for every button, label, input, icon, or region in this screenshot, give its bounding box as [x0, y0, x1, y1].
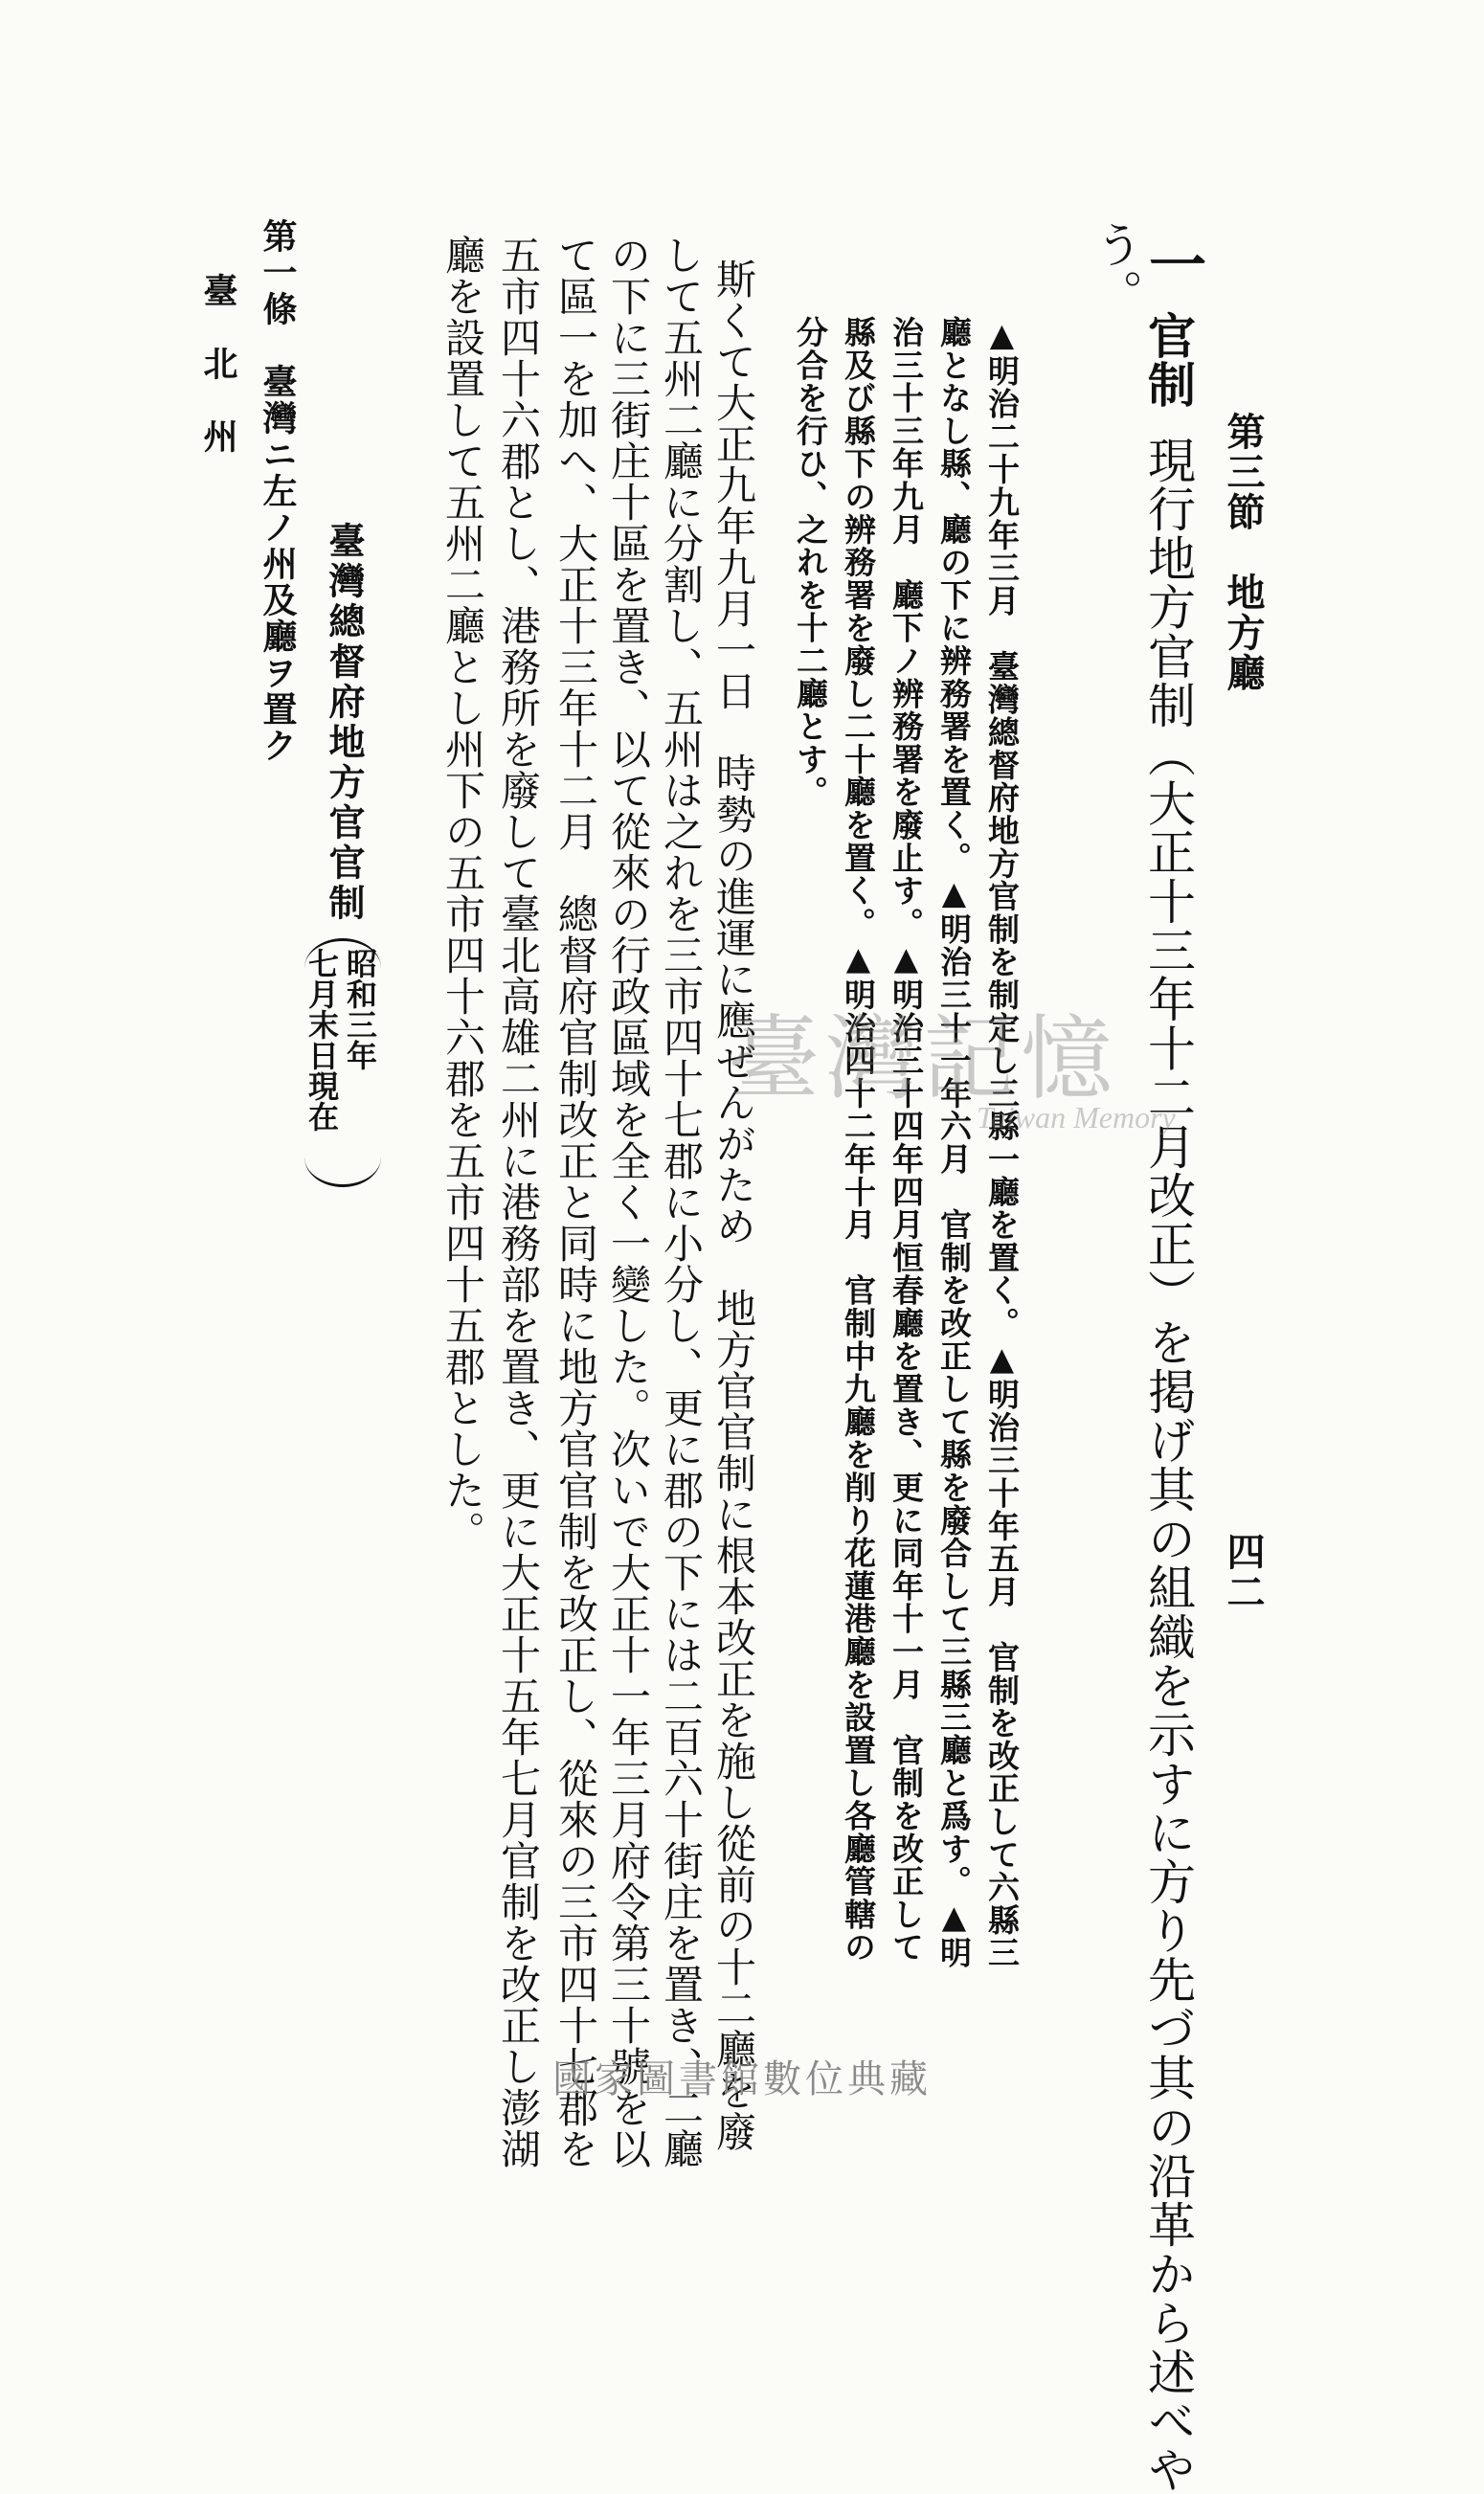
section-title: 第三節 地方廳: [1221, 412, 1266, 693]
library-footer: 國家圖書館數位典藏: [552, 2057, 932, 2101]
history-line-1: ▲明治二十九年三月 臺灣總督府地方官制を制定し三縣一廳を置く。▲明治三十年五月 官制を改正して六縣三: [983, 316, 1021, 1969]
note-line-2: 七月末日現在: [304, 948, 340, 1132]
narrative-line-6: 廳を設置して五州二廳とし州下の五市四十六郡を五市四十五郡とした。: [439, 235, 486, 1552]
narrative-line-3: の下に三街庄十區を置き、以て從來の行政區域を全く一變した。次いで大正十一年三月府令第三十號を以: [605, 235, 652, 2169]
statute-title: 臺灣總督府地方官官制: [323, 522, 366, 924]
heading-mark: 一: [1139, 235, 1206, 294]
date-note: [304, 948, 381, 1187]
watermark-main: 臺灣記憶: [728, 1005, 1118, 1112]
intro-text-1: 現行地方官制（大正十三年十二月改正）を掲げ其の組織を示すに方り先づ其の沿革から述べや: [1140, 436, 1196, 2494]
article-1: 第一條 臺灣ニ左ノ州及廳ヲ置ク: [258, 218, 298, 764]
heading-title: 官制: [1140, 311, 1197, 410]
intro-text-2: う。: [1088, 220, 1143, 319]
history-line-2: 廳となし縣、廳の下に辨務署を置く。▲明治三十一年六月 官制を改正して縣を廢合して三縣三廳と爲す。▲明: [935, 316, 973, 1969]
note-line-1: 昭和三年: [342, 948, 378, 1070]
history-line-4: 縣及び縣下の辨務署を廢し二十廳を置く。▲明治四十二年十月 官制中九廳を削り花蓮港廳を設置し各廳管轄の: [840, 316, 877, 1964]
page-number: 四二: [1221, 1532, 1266, 1612]
narrative-line-2: して五州二廳に分割し、五州は之れを三市四十七郡に小分し、更に郡の下には二百六十街庄を置き、二廳: [658, 235, 705, 2169]
narrative-line-4: て區一を加へ、大正十三年十二月 總督府官制改正と同時に地方官官制を改正し、從來の三市四十七郡を: [552, 235, 599, 2169]
history-line-5: 分合を行ひ、之れを十二廳とす。: [792, 316, 829, 809]
watermark-sub: Taiwan Memory: [977, 1100, 1176, 1135]
narrative-line-5: 五市四十六郡とし、港務所を廢して臺北高雄二州に港務部を置き、更に大正十五年七月官制を改正し澎湖: [495, 235, 542, 2169]
narrative-line-1: 斯くて大正九年九月一日 時勢の進運に應ぜんがため 地方官官制に根本改正を施し從前の十二廳を廢: [710, 258, 757, 2152]
prefecture-item: 臺 北 州: [198, 273, 238, 455]
history-line-3: 治三十三年九月 廳下ノ辨務署を廢止す。▲明治三十四年四月恒春廳を置き、更に同年十一月 官制を改正して: [888, 316, 925, 1964]
